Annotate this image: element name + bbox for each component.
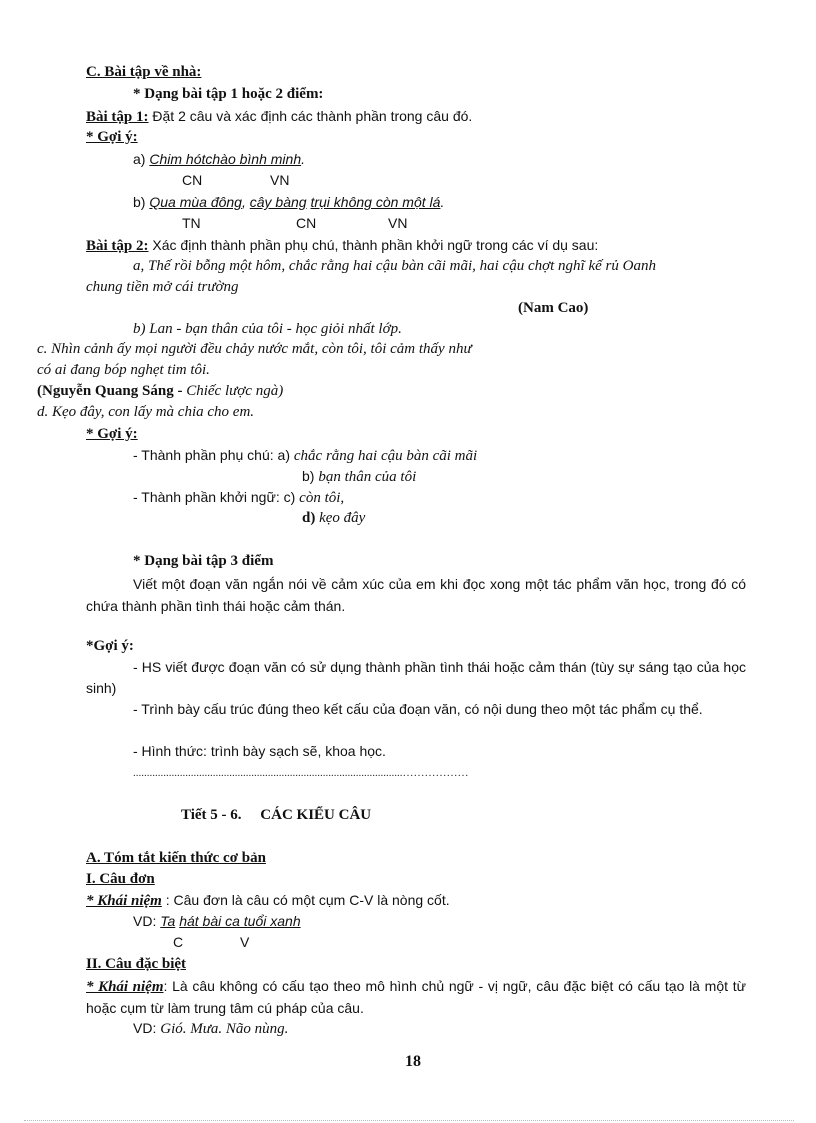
page-number: 18 — [405, 1053, 421, 1070]
hint-topic — [133, 488, 344, 508]
exercise-1-text: Đặt 2 câu và xác định các thành phần trong câu đó. — [148, 108, 473, 124]
simple-sentence-example — [133, 912, 301, 931]
exercise-2-a-source: (Nam Cao) — [518, 300, 589, 316]
simple-sentence-concept — [86, 891, 450, 911]
example-b-sep: , — [241, 194, 250, 210]
hint-c-text: còn tôi, — [299, 490, 345, 506]
exercise-type-3-text: Viết một đoạn văn ngắn nói về cảm xúc của em khi đọc xong một tác phẩm văn học, trong đó có chứa thành phần tình thái hoặc cảm thán. — [86, 576, 746, 614]
hint-a-prefix: a) — [277, 447, 294, 463]
hint-d-text: kẹo đây — [319, 510, 366, 526]
example-predicate: hát bài ca tuổi xanh — [179, 913, 301, 929]
page-footer-rule — [24, 1120, 794, 1121]
hint-supplementary — [133, 446, 477, 466]
exercise-2-text: Xác định thành phần phụ chú, thành phần khởi ngữ trong các ví dụ sau: — [148, 237, 599, 253]
c-source-work: Chiếc lược ngà) — [186, 383, 284, 399]
example-b-predicate: trụi không còn một lá — [310, 194, 441, 210]
exercise-2-c-source — [37, 382, 283, 401]
example-b-prefix: b) — [133, 194, 150, 210]
exercise-2-a-line2: chung tiền mở cái trường — [86, 279, 239, 295]
dotted-separator: ..................................................................................................……………… — [133, 767, 469, 779]
hint-d-prefix: d) — [302, 510, 320, 526]
exercise-type-3-hint-1: - HS viết được đoạn văn có sử dụng thành phần tình thái hoặc cảm thán (tùy sự sáng tạo của học sinh) — [86, 659, 746, 696]
concept-text-2: : Là câu không có cấu tạo theo mô hình chủ ngữ - vị ngữ, câu đặc biệt có cấu tạo là một từ hoặc cụm từ làm trung tâm cú pháp của câu. — [86, 978, 746, 1016]
concept-label-1: * Khái niệm — [86, 893, 162, 909]
exercise-1-line — [86, 107, 472, 127]
tag-cn-b: CN — [296, 215, 317, 231]
example-a-end: . — [301, 151, 305, 167]
tag-vn-b: VN — [388, 215, 408, 231]
concept-label-2: * Khái niệm — [86, 979, 164, 995]
tag-cn-a: CN — [182, 172, 203, 188]
lesson-title: Tiết 5 - 6. CÁC KIỂU CÂU — [181, 807, 372, 823]
example-vd-1: VD: — [133, 913, 161, 929]
special-sentence-heading: II. Câu đặc biệt — [86, 956, 187, 972]
hint-supplementary-label: - Thành phần phụ chú: — [133, 447, 278, 463]
hint-topic-label: - Thành phần khởi ngữ: — [133, 489, 284, 505]
example-a-predicate: chào bình minh — [205, 151, 302, 167]
exercise-2-label: Bài tập 2: — [86, 238, 149, 254]
exercise-1-example-a — [133, 150, 305, 169]
example-b-subject: cây bàng — [249, 194, 307, 210]
hint-a-text: chắc rằng hai cậu bàn cãi mãi — [293, 448, 478, 464]
exercise-1-label: Bài tập 1: — [86, 109, 149, 125]
tag-tn-b: TN — [182, 215, 201, 231]
example-special-text: Gió. Mưa. Não nùng. — [160, 1021, 289, 1037]
exercise-2-line — [86, 236, 598, 256]
hint-b-prefix: b) — [302, 468, 319, 484]
section-c-heading: C. Bài tập về nhà: — [86, 64, 202, 80]
exercise-type-1-2: * Dạng bài tập 1 hoặc 2 điểm: — [133, 86, 324, 102]
simple-sentence-heading: I. Câu đơn — [86, 871, 155, 887]
exercise-2-c-line2: có ai đang bóp nghẹt tim tôi. — [37, 362, 210, 378]
concept-text-1: : Câu đơn là câu có một cụm C-V là nòng cốt. — [161, 892, 450, 908]
tag-v: V — [240, 934, 250, 950]
example-a-prefix: a) — [133, 151, 150, 167]
example-a-subject: Chim hót — [149, 151, 206, 167]
c-source-author: (Nguyễn Quang Sáng - — [37, 383, 187, 399]
example-b-adverbial: Qua mùa đông — [149, 194, 242, 210]
example-b-end: . — [440, 194, 445, 210]
hint-c-prefix: c) — [283, 489, 300, 505]
exercise-type-3: * Dạng bài tập 3 điểm — [133, 553, 274, 569]
special-sentence-example — [133, 1019, 288, 1039]
exercise-type-3-hint-3: - Hình thức: trình bày sạch sẽ, khoa học. — [133, 743, 386, 759]
example-vd-2: VD: — [133, 1020, 161, 1036]
section-a-heading: A. Tóm tắt kiến thức cơ bản — [86, 850, 266, 866]
tag-vn-a: VN — [270, 172, 290, 188]
exercise-2-c-line1: c. Nhìn cảnh ấy mọi người đều chảy nước mắt, còn tôi, tôi cảm thấy như — [37, 341, 472, 357]
example-subject: Ta — [160, 913, 176, 929]
exercise-2-hint-label: * Gợi ý: — [86, 426, 138, 442]
hint-supplementary-b — [302, 467, 416, 487]
exercise-1-hint-label: * Gợi ý: — [86, 129, 138, 145]
exercise-2-d-line: d. Kẹo đây, con lấy mà chia cho em. — [37, 404, 255, 420]
exercise-2-a-line1: a, Thế rồi bỗng một hôm, chắc rằng hai cậu bàn cãi mãi, hai cậu chợt nghĩ kế rủ Oanh — [133, 258, 656, 274]
special-sentence-concept — [86, 976, 746, 1020]
exercise-2-b-line: b) Lan - bạn thân của tôi - học giỏi nhất lớp. — [133, 321, 402, 337]
exercise-type-3-hint-2: - Trình bày cấu trúc đúng theo kết cấu của đoạn văn, có nội dung theo một tác phẩm cụ thể. — [133, 701, 703, 717]
exercise-1-example-b — [133, 193, 444, 212]
hint-b-text: bạn thân của tôi — [318, 469, 417, 485]
tag-c: C — [173, 934, 184, 950]
exercise-type-3-hint-label: *Gợi ý: — [86, 638, 134, 654]
hint-topic-d — [302, 509, 365, 528]
